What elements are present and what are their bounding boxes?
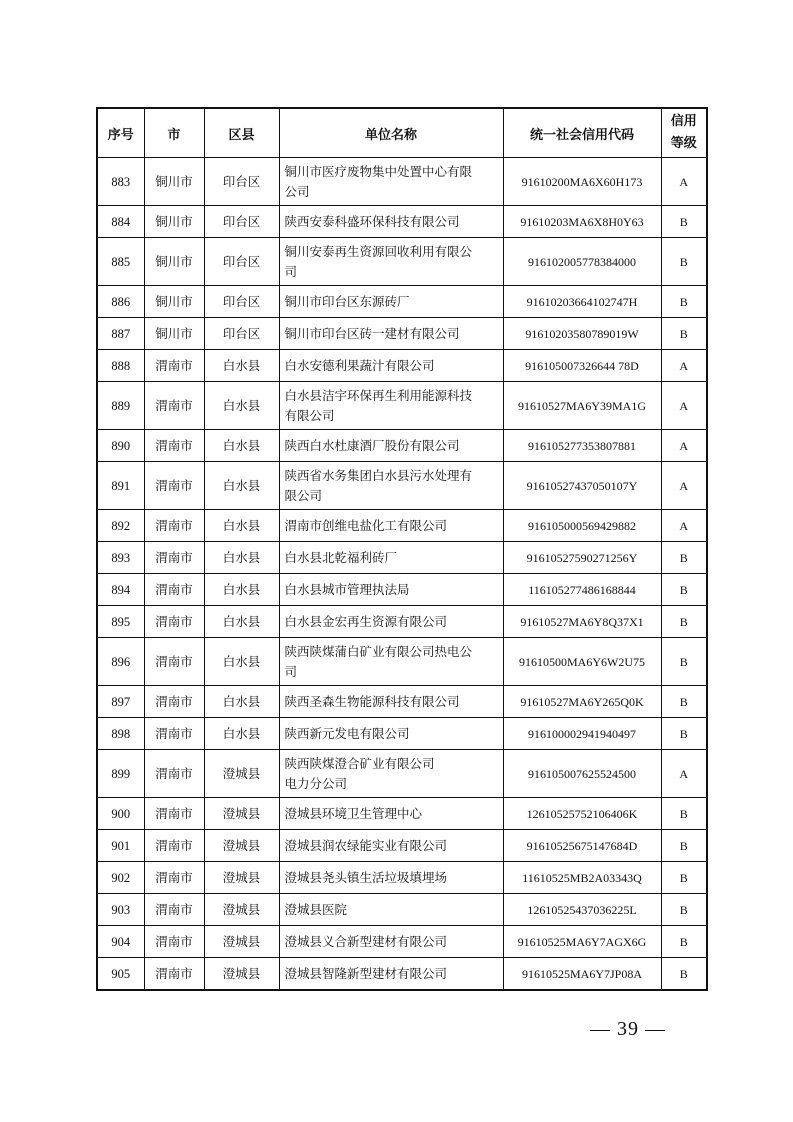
cell-credit-grade: B xyxy=(661,958,707,991)
cell-city: 渭南市 xyxy=(144,542,204,574)
cell-county: 白水县 xyxy=(204,430,279,462)
table-row xyxy=(97,862,707,894)
cell-credit-grade: B xyxy=(661,638,707,686)
unit-name-line1: 铜川安泰再生资源回收利用有限公 xyxy=(284,243,473,259)
unit-name-line1: 澄城县润农绿能实业有限公司 xyxy=(284,837,448,853)
credit-rating-table xyxy=(96,107,708,991)
cell-city: 铜川市 xyxy=(144,238,204,286)
cell-unit-name xyxy=(279,382,503,430)
cell-credit-grade: B xyxy=(661,686,707,718)
table-row xyxy=(97,382,707,430)
cell-unit-name xyxy=(279,462,503,510)
cell-credit-grade: B xyxy=(661,542,707,574)
cell-credit-code: 91610525675147684D xyxy=(503,830,661,862)
cell-credit-grade: B xyxy=(661,206,707,238)
cell-county: 澄城县 xyxy=(204,926,279,958)
cell-county: 澄城县 xyxy=(204,958,279,991)
cell-credit-grade: A xyxy=(661,350,707,382)
unit-name-line2: 司 xyxy=(284,263,298,279)
cell-unit-name xyxy=(279,510,503,542)
cell-city: 渭南市 xyxy=(144,718,204,750)
cell-city: 渭南市 xyxy=(144,894,204,926)
cell-county: 澄城县 xyxy=(204,894,279,926)
unit-name-line1: 陕西陕煤蒲白矿业有限公司热电公 xyxy=(284,643,473,659)
unit-name-line1: 渭南市创维电盐化工有限公司 xyxy=(284,517,448,533)
cell-county: 澄城县 xyxy=(204,830,279,862)
table-row xyxy=(97,430,707,462)
cell-city: 渭南市 xyxy=(144,862,204,894)
cell-city: 渭南市 xyxy=(144,574,204,606)
cell-seq: 888 xyxy=(97,350,144,382)
table-row xyxy=(97,830,707,862)
cell-unit-name xyxy=(279,798,503,830)
cell-unit-name xyxy=(279,350,503,382)
unit-name-line1: 澄城县尧头镇生活垃圾填埋场 xyxy=(284,869,448,885)
cell-credit-code: 916100002941940497 xyxy=(503,718,661,750)
cell-credit-grade: B xyxy=(661,894,707,926)
unit-name-line1: 陕西新元发电有限公司 xyxy=(284,725,410,741)
table-row xyxy=(97,510,707,542)
cell-county: 印台区 xyxy=(204,206,279,238)
cell-credit-code: 91610500MA6Y6W2U75 xyxy=(503,638,661,686)
page-number: — 39 — xyxy=(590,1018,666,1040)
cell-city: 渭南市 xyxy=(144,606,204,638)
cell-county: 白水县 xyxy=(204,382,279,430)
cell-county: 印台区 xyxy=(204,318,279,350)
cell-seq: 900 xyxy=(97,798,144,830)
cell-seq: 892 xyxy=(97,510,144,542)
cell-city: 渭南市 xyxy=(144,958,204,991)
cell-credit-grade: B xyxy=(661,318,707,350)
cell-credit-code: 91610527MA6Y265Q0K xyxy=(503,686,661,718)
cell-seq: 902 xyxy=(97,862,144,894)
cell-seq: 891 xyxy=(97,462,144,510)
table-row xyxy=(97,798,707,830)
cell-unit-name xyxy=(279,238,503,286)
table-row xyxy=(97,318,707,350)
cell-seq: 901 xyxy=(97,830,144,862)
unit-name-line1: 白水安德利果蔬汁有限公司 xyxy=(284,357,435,373)
cell-credit-grade: B xyxy=(661,574,707,606)
unit-name-line1: 澄城县医院 xyxy=(284,901,348,917)
cell-credit-code: 91610527MA6Y39MA1G xyxy=(503,382,661,430)
unit-name-line2: 限公司 xyxy=(284,487,323,503)
cell-credit-code: 11610525MB2A03343Q xyxy=(503,862,661,894)
cell-seq: 883 xyxy=(97,158,144,206)
cell-seq: 893 xyxy=(97,542,144,574)
table-row xyxy=(97,238,707,286)
unit-name-line1: 澄城县义合新型建材有限公司 xyxy=(284,933,448,949)
cell-credit-grade: A xyxy=(661,750,707,798)
cell-credit-code: 916102005778384000 xyxy=(503,238,661,286)
cell-credit-grade: A xyxy=(661,158,707,206)
unit-name-line1: 铜川市医疗废物集中处置中心有限 xyxy=(284,163,473,179)
table-row xyxy=(97,350,707,382)
header-grade-line2: 等级 xyxy=(670,136,697,151)
cell-city: 渭南市 xyxy=(144,382,204,430)
cell-county: 白水县 xyxy=(204,350,279,382)
header-name: 单位名称 xyxy=(279,108,503,158)
unit-name-line2: 有限公司 xyxy=(284,407,335,423)
cell-city: 渭南市 xyxy=(144,510,204,542)
cell-credit-grade: B xyxy=(661,798,707,830)
cell-unit-name xyxy=(279,542,503,574)
unit-name-line1: 澄城县环境卫生管理中心 xyxy=(284,805,423,821)
cell-unit-name xyxy=(279,830,503,862)
unit-name-line1: 陕西圣森生物能源科技有限公司 xyxy=(284,693,460,709)
header-code: 统一社会信用代码 xyxy=(503,108,661,158)
cell-county: 白水县 xyxy=(204,686,279,718)
cell-credit-code: 91610525MA6Y7JP08A xyxy=(503,958,661,991)
cell-unit-name xyxy=(279,750,503,798)
cell-seq: 890 xyxy=(97,430,144,462)
cell-unit-name xyxy=(279,686,503,718)
cell-city: 渭南市 xyxy=(144,798,204,830)
cell-seq: 898 xyxy=(97,718,144,750)
cell-credit-grade: A xyxy=(661,430,707,462)
cell-seq: 904 xyxy=(97,926,144,958)
cell-county: 白水县 xyxy=(204,638,279,686)
cell-unit-name xyxy=(279,158,503,206)
cell-city: 渭南市 xyxy=(144,430,204,462)
cell-credit-code: 91610203580789019W xyxy=(503,318,661,350)
cell-credit-grade: A xyxy=(661,382,707,430)
cell-unit-name xyxy=(279,862,503,894)
header-seq: 序号 xyxy=(97,108,144,158)
table-row xyxy=(97,894,707,926)
cell-county: 澄城县 xyxy=(204,862,279,894)
cell-county: 白水县 xyxy=(204,462,279,510)
table-body xyxy=(97,158,707,991)
cell-county: 白水县 xyxy=(204,718,279,750)
cell-seq: 897 xyxy=(97,686,144,718)
unit-name-line1: 铜川市印台区砖一建材有限公司 xyxy=(284,325,460,341)
unit-name-line1: 陕西陕煤澄合矿业有限公司 xyxy=(284,755,435,771)
cell-credit-grade: B xyxy=(661,830,707,862)
cell-county: 印台区 xyxy=(204,286,279,318)
cell-seq: 895 xyxy=(97,606,144,638)
cell-credit-grade: B xyxy=(661,926,707,958)
cell-city: 渭南市 xyxy=(144,638,204,686)
table-row xyxy=(97,718,707,750)
cell-seq: 896 xyxy=(97,638,144,686)
unit-name-line1: 白水县北乾福利砖厂 xyxy=(284,549,398,565)
cell-county: 白水县 xyxy=(204,606,279,638)
cell-seq: 887 xyxy=(97,318,144,350)
cell-unit-name xyxy=(279,718,503,750)
table-row xyxy=(97,750,707,798)
cell-credit-code: 12610525752106406K xyxy=(503,798,661,830)
cell-credit-grade: A xyxy=(661,462,707,510)
unit-name-line1: 陕西白水杜康酒厂股份有限公司 xyxy=(284,437,460,453)
cell-seq: 905 xyxy=(97,958,144,991)
unit-name-line1: 陕西省水务集团白水县污水处理有 xyxy=(284,467,473,483)
cell-county: 白水县 xyxy=(204,510,279,542)
table-row xyxy=(97,462,707,510)
cell-credit-grade: A xyxy=(661,510,707,542)
unit-name-line1: 白水县洁宇环保再生利用能源科技 xyxy=(284,387,473,403)
cell-unit-name xyxy=(279,574,503,606)
cell-credit-code: 91610525MA6Y7AGX6G xyxy=(503,926,661,958)
table-row xyxy=(97,926,707,958)
unit-name-line1: 陕西安泰科盛环保科技有限公司 xyxy=(284,213,460,229)
cell-credit-code: 916105277353807881 xyxy=(503,430,661,462)
cell-credit-grade: B xyxy=(661,862,707,894)
header-grade xyxy=(661,108,707,158)
cell-credit-code: 916105007625524500 xyxy=(503,750,661,798)
table-row xyxy=(97,574,707,606)
cell-seq: 899 xyxy=(97,750,144,798)
cell-city: 渭南市 xyxy=(144,926,204,958)
cell-credit-code: 91610527MA6Y8Q37X1 xyxy=(503,606,661,638)
unit-name-line2: 公司 xyxy=(284,183,310,199)
cell-unit-name xyxy=(279,206,503,238)
cell-credit-code: 12610525437036225L xyxy=(503,894,661,926)
cell-city: 渭南市 xyxy=(144,462,204,510)
cell-unit-name xyxy=(279,286,503,318)
table-header-row xyxy=(97,108,707,158)
cell-unit-name xyxy=(279,926,503,958)
cell-seq: 903 xyxy=(97,894,144,926)
unit-name-line1: 白水县城市管理执法局 xyxy=(284,581,410,597)
table-row xyxy=(97,958,707,991)
cell-unit-name xyxy=(279,430,503,462)
header-city: 市 xyxy=(144,108,204,158)
cell-credit-code: 91610527437050107Y xyxy=(503,462,661,510)
table-row xyxy=(97,686,707,718)
cell-city: 渭南市 xyxy=(144,750,204,798)
cell-county: 印台区 xyxy=(204,238,279,286)
table-row xyxy=(97,158,707,206)
table-row xyxy=(97,286,707,318)
cell-credit-code: 91610203664102747H xyxy=(503,286,661,318)
unit-name-line1: 白水县金宏再生资源有限公司 xyxy=(284,613,448,629)
cell-county: 白水县 xyxy=(204,574,279,606)
cell-credit-code: 116105277486168844 xyxy=(503,574,661,606)
cell-credit-code: 916105000569429882 xyxy=(503,510,661,542)
table-row xyxy=(97,542,707,574)
cell-seq: 894 xyxy=(97,574,144,606)
table-row xyxy=(97,638,707,686)
cell-seq: 889 xyxy=(97,382,144,430)
cell-county: 澄城县 xyxy=(204,750,279,798)
table-row xyxy=(97,606,707,638)
cell-credit-grade: B xyxy=(661,286,707,318)
cell-credit-code: 91610527590271256Y xyxy=(503,542,661,574)
cell-seq: 885 xyxy=(97,238,144,286)
cell-seq: 884 xyxy=(97,206,144,238)
header-grade-line1: 信用 xyxy=(670,114,697,129)
unit-name-line2: 电力分公司 xyxy=(284,775,348,791)
cell-city: 铜川市 xyxy=(144,286,204,318)
cell-city: 铜川市 xyxy=(144,158,204,206)
unit-name-line1: 铜川市印台区东源砖厂 xyxy=(284,293,410,309)
cell-county: 印台区 xyxy=(204,158,279,206)
cell-county: 白水县 xyxy=(204,542,279,574)
cell-credit-grade: B xyxy=(661,718,707,750)
cell-city: 渭南市 xyxy=(144,830,204,862)
cell-city: 铜川市 xyxy=(144,206,204,238)
cell-city: 渭南市 xyxy=(144,686,204,718)
cell-county: 澄城县 xyxy=(204,798,279,830)
cell-credit-grade: B xyxy=(661,606,707,638)
unit-name-line1: 澄城县智隆新型建材有限公司 xyxy=(284,965,448,981)
cell-city: 渭南市 xyxy=(144,350,204,382)
table-row xyxy=(97,206,707,238)
cell-city: 铜川市 xyxy=(144,318,204,350)
header-county: 区县 xyxy=(204,108,279,158)
cell-credit-grade: B xyxy=(661,238,707,286)
cell-credit-code: 91610203MA6X8H0Y63 xyxy=(503,206,661,238)
cell-unit-name xyxy=(279,958,503,991)
cell-credit-code: 916105007326644 78D xyxy=(503,350,661,382)
cell-seq: 886 xyxy=(97,286,144,318)
credit-rating-table-container xyxy=(96,107,706,991)
cell-unit-name xyxy=(279,318,503,350)
cell-unit-name xyxy=(279,638,503,686)
cell-credit-code: 91610200MA6X60H173 xyxy=(503,158,661,206)
cell-unit-name xyxy=(279,606,503,638)
cell-unit-name xyxy=(279,894,503,926)
unit-name-line2: 司 xyxy=(284,663,298,679)
